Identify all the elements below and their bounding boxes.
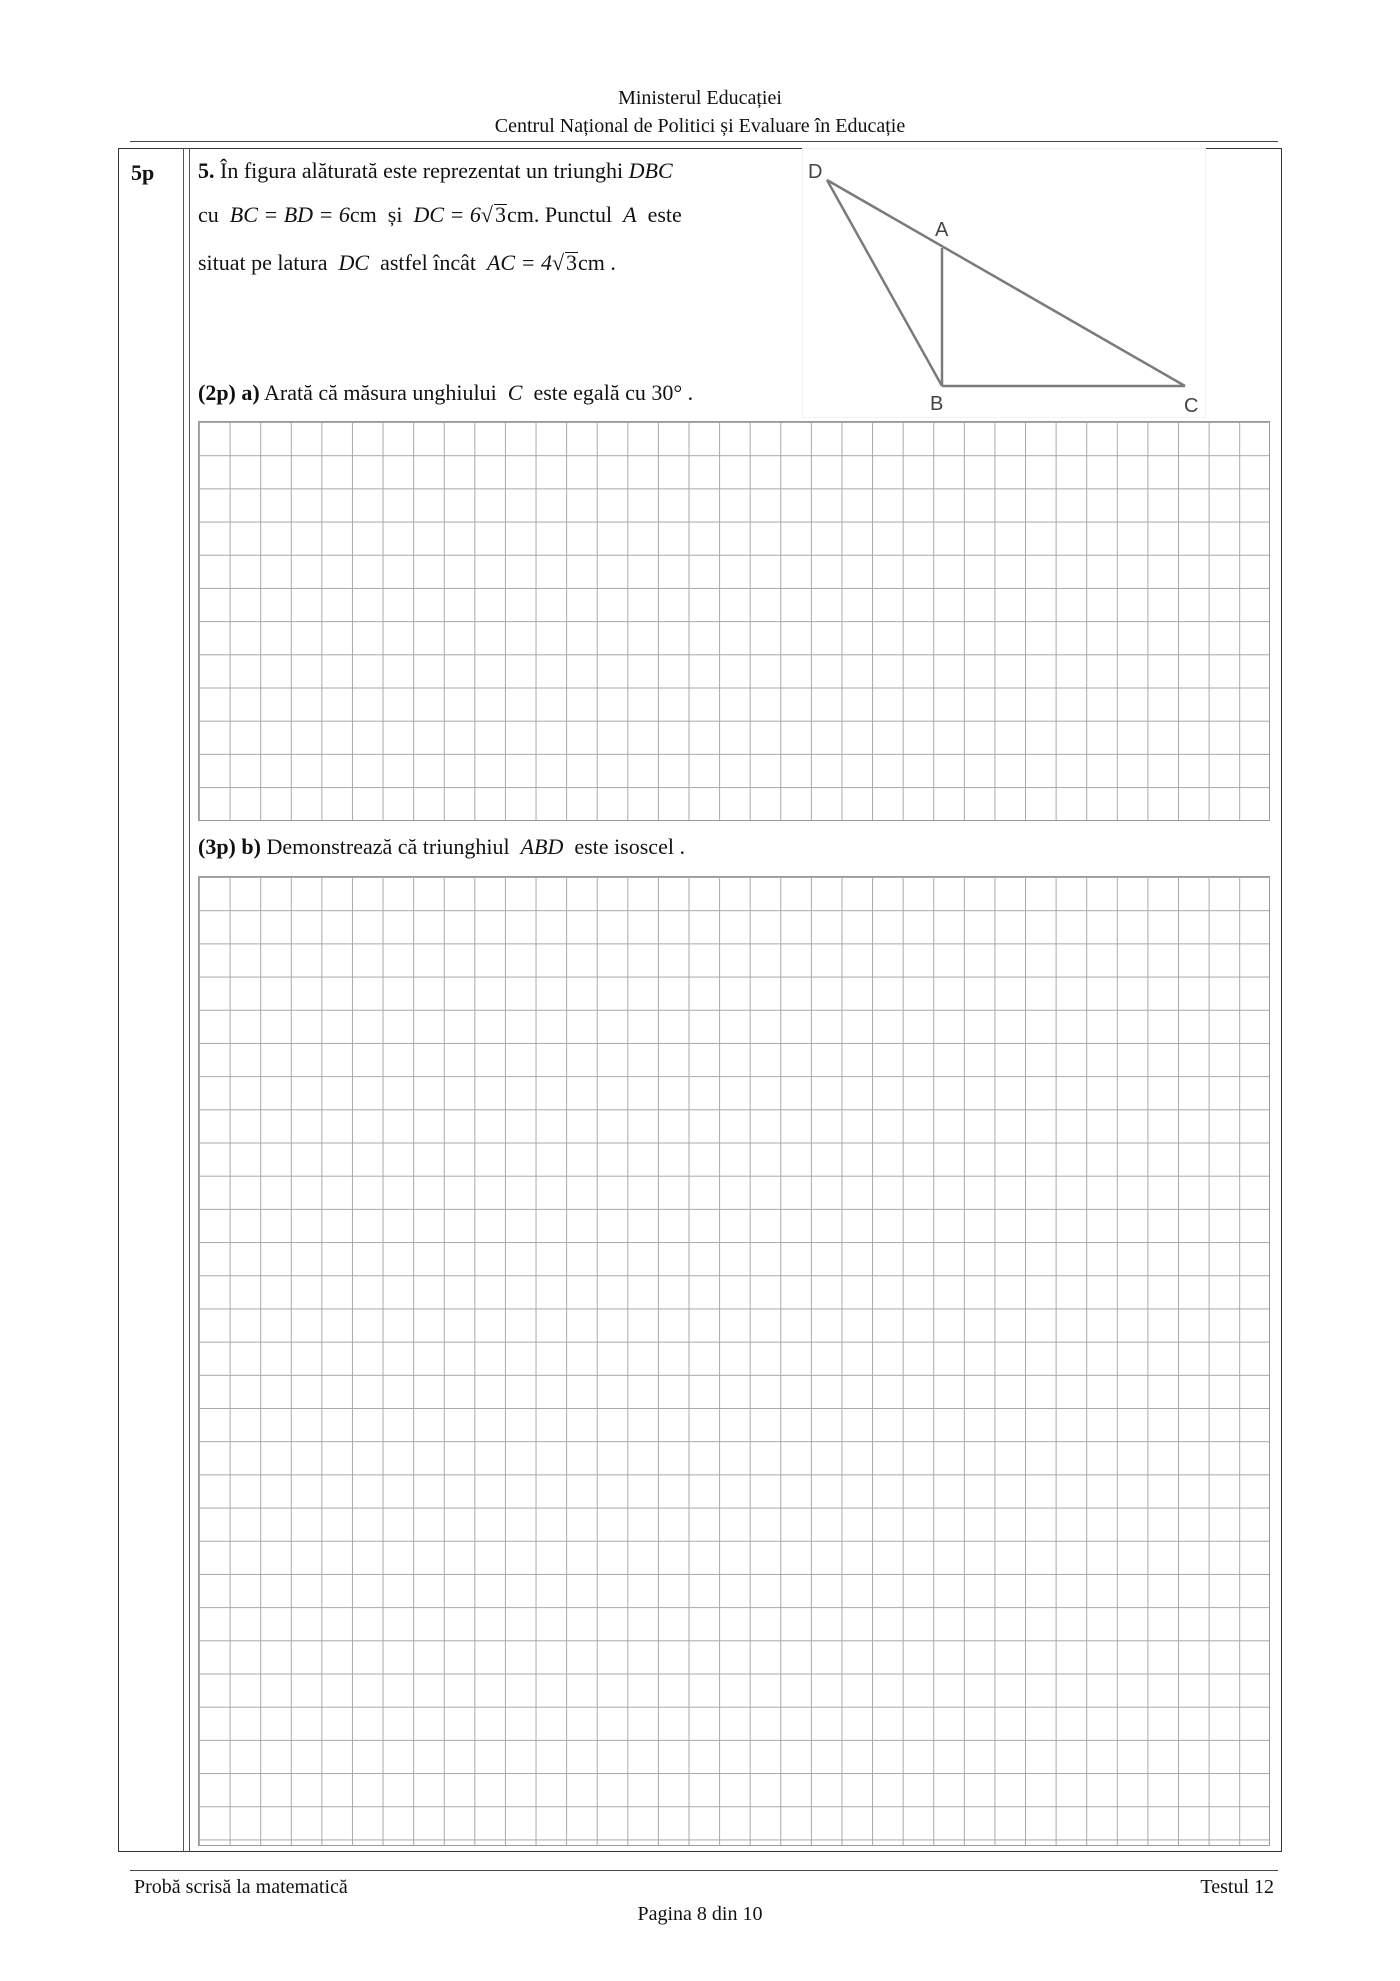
part-b-statement (198, 834, 685, 860)
points-column-divider (183, 148, 184, 1852)
footer-rule (130, 1870, 1278, 1871)
unit-cm-2: cm (506, 202, 534, 227)
label-c: C (1184, 395, 1199, 417)
footer-page-number: Pagina 8 din 10 (637, 1903, 763, 1925)
angle-value: 30° (651, 380, 683, 405)
footer-exam-title: Probă scrisă la matematică (134, 1876, 348, 1898)
part-a-dot: . (687, 380, 694, 405)
word-punctul: . Punctul (533, 202, 613, 227)
sqrt-radicand-ac: 3 (566, 250, 578, 275)
label-b: B (930, 393, 944, 415)
part-a-letter: a) (241, 380, 260, 405)
header-center: Centrul Național de Politici și Evaluare în Educație (494, 115, 906, 137)
point-a-label: A (623, 202, 637, 227)
part-a-text-2: este egală cu (533, 380, 646, 405)
equation-dc: DC = 6 (413, 202, 481, 227)
points-column-divider-inner (189, 148, 190, 1852)
word-cu: cu (198, 202, 219, 227)
word-este: este (647, 202, 682, 227)
triangle-figure (802, 148, 1206, 418)
triangle-abd: ABD (520, 834, 564, 859)
answer-grid-a[interactable] (198, 421, 1270, 821)
label-d: D (808, 161, 823, 183)
equation-ac: AC = 4 (486, 250, 552, 275)
word-si: și (387, 202, 403, 227)
part-b-text: Demonstrează că triunghiul (266, 834, 510, 859)
side-dc: DC (338, 250, 370, 275)
equation-bc-bd: BC = BD = 6 (229, 202, 350, 227)
part-a-text: Arată că măsura unghiului (264, 380, 497, 405)
part-b-text-2: este isoscel . (574, 834, 685, 859)
answer-grid-b[interactable] (198, 876, 1270, 1846)
part-a-points: (2p) (198, 380, 236, 405)
part-b-points: (3p) (198, 834, 236, 859)
header-ministry: Ministerul Educației (618, 87, 782, 109)
triangle-dbc: DBC (628, 158, 673, 183)
problem-points: 5p (131, 160, 155, 185)
problem-line-1 (198, 158, 673, 184)
part-a-statement (198, 380, 693, 406)
unit-cm: cm (349, 202, 377, 227)
word-situat: situat pe latura (198, 250, 328, 275)
header-rule (130, 141, 1278, 142)
problem-line-3: situat pe latura DC astfel încât AC = 4√3cm . (198, 250, 616, 275)
problem-line-2: cu BC = BD = 6cm și DC = 6√3cm. Punctul A este (198, 202, 682, 227)
footer-test-number: Testul 12 (1200, 1876, 1274, 1898)
angle-c: C (507, 380, 523, 405)
label-a: A (935, 219, 949, 241)
word-astfel: astfel încât (380, 250, 476, 275)
problem-number: 5. (198, 158, 215, 183)
sqrt-radicand-dc: 3 (494, 202, 506, 227)
unit-cm-end: cm . (578, 250, 616, 275)
part-b-letter: b) (241, 834, 261, 859)
problem-intro: În figura alăturată este reprezentat un triunghi (220, 158, 624, 183)
